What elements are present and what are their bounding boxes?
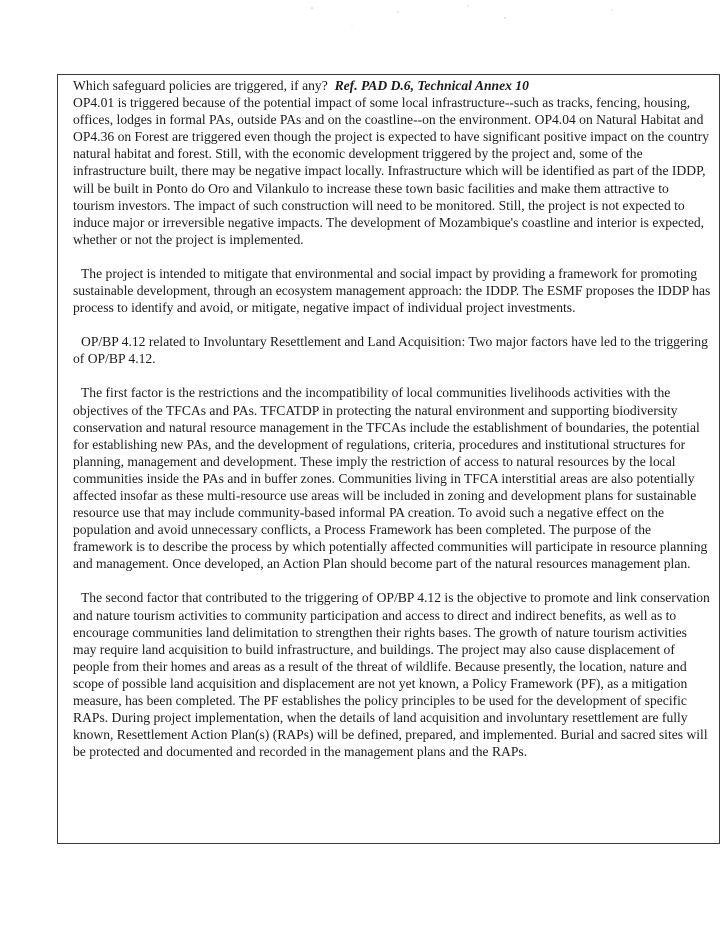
paragraph-second-factor: The second factor that contributed to the triggering of OP/BP 4.12 is the objective to promote and link conservation and nature tourism activities to community participation and access to direct and indirect benefits, as well as to encourage communities land delimitation to strengthen their rights bases. The growth of nature tourism activities may require land acquisition to build infrastructure, and buildings. The project may also cause displacement of people from their homes and areas as a result of the threat of wildlife. Because presently, the location, nature and scope of possible land acquisition and displacement are not yet known, a Policy Framework (PF), as a mitigation measure, has been completed. The PF establishes the policy principles to be used for the development of specific RAPs. During project implementation, when the details of land acquisition and involuntary resettlement are fully known, Resettlement Action Plan(s) (RAPs) will be defined, prepared, and implemented. Burial and sacred sites will be protected and documented and recorded in the management plans and the RAPs. bbox=[73, 590, 710, 760]
paragraph-op412-intro: OP/BP 4.12 related to Involuntary Resettlement and Land Acquisition: Two major factors have led to the triggering of OP/BP 4.12. bbox=[73, 334, 708, 367]
scan-noise bbox=[0, 0, 728, 60]
question-text: Which safeguard policies are triggered, if any? bbox=[73, 78, 328, 93]
paragraph-op401: OP4.01 is triggered because of the potential impact of some local infrastructure--such as tracks, fencing, housing, offices, lodges in formal PAs, outside PAs and on the coastline--on the environment. OP4.04 on Natural Habitat and OP4.36 on Forest are triggered even though the project is expected to have significant positive impact on the country natural habitat and forest. Still, with the economic development triggered by the project and, some of the infrastructure built, there may be negative impact locally. Infrastructure which will be identified as part of the IDDP, will be built in Ponto do Oro and Vilankulo to increase these town basic facilities and make them attractive to tourism investors. The impact of such construction will need to be monitored. Still, the project is not expected to induce major or irreversible negative impacts. The development of Mozambique's coastline and interior is expected, whether or not the project is implemented. bbox=[73, 95, 710, 247]
paragraph-mitigation: The project is intended to mitigate that environmental and social impact by providing a framework for promoting sustainable development, through an ecosystem management approach: the IDDP. The ESMF proposes the IDDP has process to identify and avoid, or mitigate, negative impact of individual project investments. bbox=[73, 265, 711, 316]
question-reference: Ref. PAD D.6, Technical Annex 10 bbox=[334, 78, 529, 93]
paragraph-first-factor: The first factor is the restrictions and the incompatibility of local communities livelihoods activities with the objectives of the TFCAs and PAs. TFCATDP in protecting the natural environment and supporting biodiversity conservation and natural resource management in the TFCAs include the establishment of boundaries, the potential for establishing new PAs, and the development of regulations, criteria, procedures and institutional structures for planning, management and development. These imply the restriction of access to natural resources by the local communities inside the PAs and in buffer zones. Communities living in TFCA interstitial areas are also potentially affected insofar as these multi-resource use areas will be included in zoning and development plans for sustainable resource use that may include community-based informal PA creation. To avoid such a negative effect on the population and avoid unnecessary conflicts, a Process Framework has been completed. The purpose of the framework is to describe the process by which potentially affected communities will participate in resource planning and management. Once developed, an Action Plan should become part of the natural resources management plan. bbox=[73, 385, 708, 572]
question-heading bbox=[73, 77, 713, 94]
safeguard-policies-table-cell bbox=[57, 74, 720, 844]
